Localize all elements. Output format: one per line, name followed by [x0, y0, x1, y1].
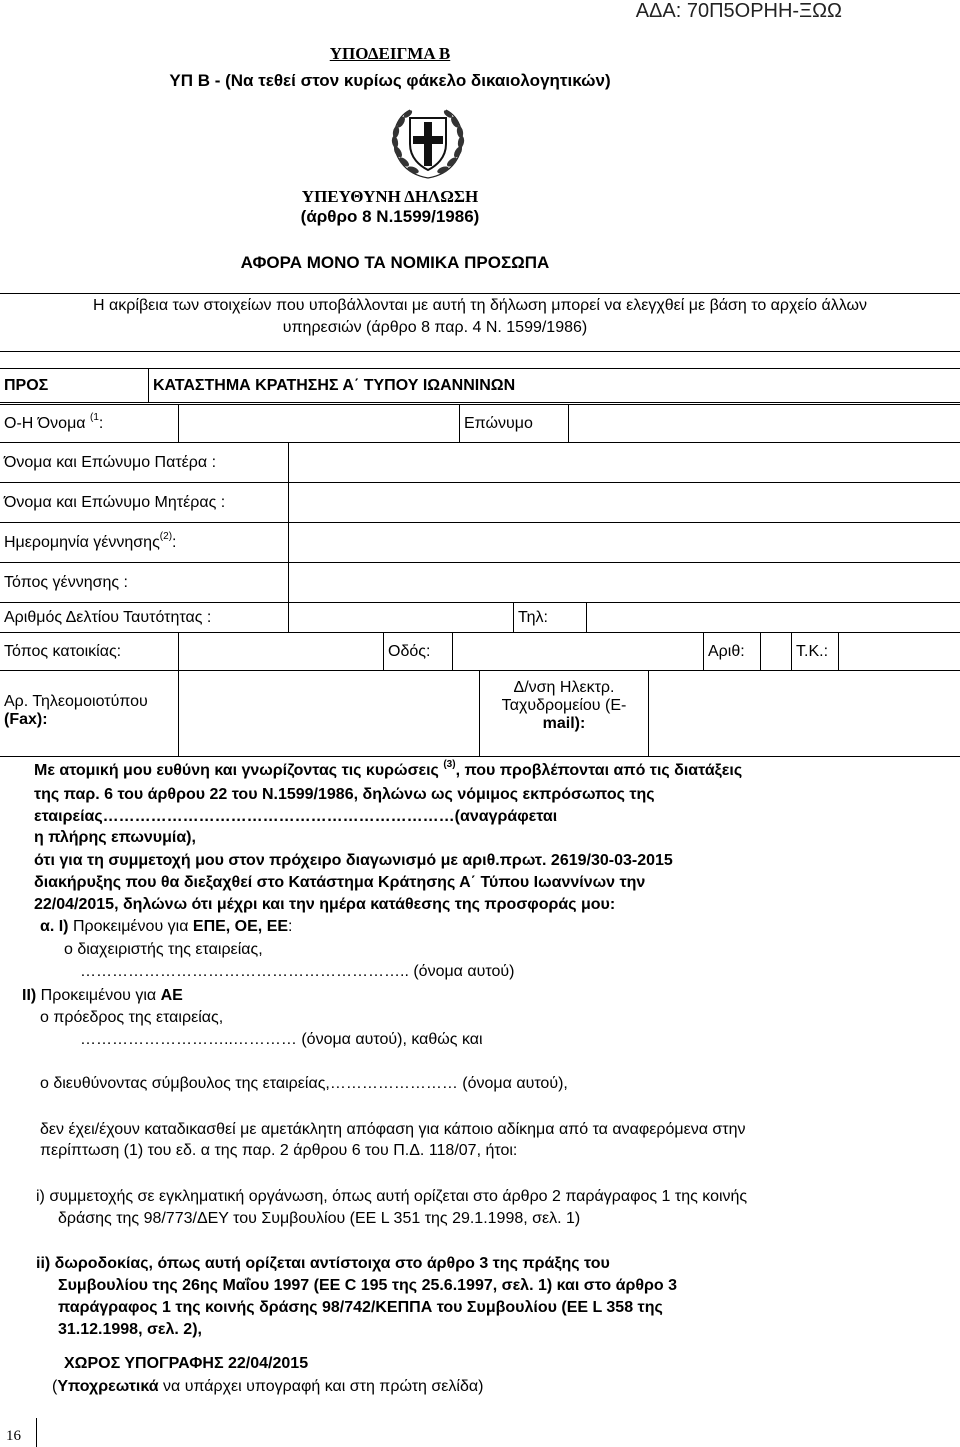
conviction-line-2: περίπτωση (1) του εδ. α της παρ. 2 άρθρου 6 του Π.Δ. 118/07, ήτοι: — [40, 1142, 518, 1159]
to-label: ΠΡΟΣ — [0, 369, 149, 403]
fax-field[interactable] — [179, 671, 480, 757]
mother-label: Όνομα και Επώνυμο Μητέρας : — [0, 483, 289, 523]
street-field[interactable] — [453, 633, 704, 671]
greek-emblem-icon — [386, 104, 470, 182]
signature-area-label: ΧΩΡΟΣ ΥΠΟΓΡΑΦΗΣ 22/04/2015 — [64, 1355, 309, 1372]
father-label: Όνομα και Επώνυμο Πατέρα : — [0, 443, 289, 483]
notice-line-2: υπηρεσιών (άρθρο 8 παρ. 4 Ν. 1599/1986) — [282, 319, 588, 336]
tel-label: Τηλ: — [514, 603, 587, 633]
email-label-2: Ταχυδρομείου (E- — [501, 697, 627, 714]
name-label: Ο-Η Όνομα — [4, 414, 86, 432]
manager-name-line: …………………………………………………….. (όνομα αυτού) — [80, 963, 515, 980]
declaration-line-6: διακήρυξης που θα διεξαχθεί στο Κατάστημα Κράτησης Α΄ Τύπου Ιωαννίνων την — [34, 874, 646, 891]
postcode-field[interactable] — [839, 633, 960, 671]
tel-field[interactable] — [587, 603, 960, 633]
item-i-line-1: i) συμμετοχής σε εγκληματική οργάνωση, όπως αυτή ορίζεται στο άρθρο 2 παράγραφος 1 της κοινής — [36, 1188, 748, 1205]
fax-email-table — [0, 670, 960, 757]
birthdate-label-cell: Ημερομηνία γέννησης$^{(2)}$: — [0, 523, 289, 563]
item-ii-line-1: ii) δωροδοκίας, όπως αυτή ορίζεται αντίστοιχα στο άρθρο 3 της πράξης του — [36, 1255, 610, 1272]
ada-code: ΑΔΑ: 70Π5ΟΡΗΗ-ΞΩΩ — [635, 0, 842, 22]
declarant-details-table — [0, 404, 960, 443]
residence-table — [0, 632, 960, 671]
postcode-label: Τ.Κ.: — [792, 633, 839, 671]
declaration-line-3: εταιρείας…………………………………………………………(αναγράφεται — [34, 808, 558, 825]
fax-label-1: Αρ. Τηλεομοιοτύπου — [4, 693, 148, 710]
email-label-1: Δ/νση Ηλεκτρ. — [513, 679, 615, 696]
accuracy-notice — [0, 293, 960, 352]
declaration-line-5: ότι για τη συμμετοχή μου στον πρόχειρο διαγωνισμό με αριθ.πρωτ. 2619/30-03-2015 — [34, 852, 673, 869]
number-label: Αριθ: — [704, 633, 761, 671]
birthdate-label: Ημερομηνία γέννησης — [4, 533, 160, 551]
case-b-heading: ΙΙ) Προκειμένου για ΑΕ — [22, 987, 183, 1004]
case-a-heading: α. Ι) Προκειμένου για ΕΠΕ, ΟΕ, ΕΕ: — [40, 918, 293, 935]
parents-table — [0, 442, 960, 603]
email-field[interactable] — [649, 671, 960, 757]
item-ii-line-2: Συμβουλίου της 26ης Μαΐου 1997 (ΕΕ C 195 της 25.6.1997, σελ. 1) και στο άρθρο 3 — [58, 1277, 678, 1294]
birthdate-note-mark: (2) — [159, 530, 173, 542]
mother-field[interactable] — [289, 483, 960, 523]
father-field[interactable] — [289, 443, 960, 483]
sample-subtitle: ΥΠ Β - (Να τεθεί στον κυρίως φάκελο δικαιολογητικών) — [169, 71, 611, 90]
id-label: Αριθμός Δελτίου Ταυτότητας : — [0, 603, 289, 633]
item-i-line-2: δράσης της 98/773/ΔΕΥ του Συμβουλίου (EE L 351 της 29.1.1998, σελ. 1) — [58, 1210, 581, 1227]
page-number-divider — [36, 1418, 37, 1447]
surname-label: Επώνυμο — [460, 405, 569, 443]
birthplace-label: Τόπος γέννησης : — [0, 563, 289, 603]
president-line: ο πρόεδρος της εταιρείας, — [40, 1009, 224, 1026]
name-label-cell: Ο-Η Όνομα $^{(1}$: — [0, 405, 179, 443]
sample-title: ΥΠΟΔΕΙΓΜΑ Β — [329, 44, 451, 63]
email-label-3: mail): — [542, 715, 586, 732]
legal-entities-only-heading: ΑΦΟΡΑ ΜΟΝΟ ΤΑ ΝΟΜΙΚΑ ΠΡΟΣΩΠΑ — [240, 253, 550, 272]
form-recipient-row — [0, 368, 960, 403]
manager-line: ο διαχειριστής της εταιρείας, — [64, 941, 263, 958]
declaration-article: (άρθρο 8 Ν.1599/1986) — [300, 207, 480, 226]
ceo-line: ο διευθύνοντας σύμβουλος της εταιρείας,…………………… (όνομα αυτού), — [40, 1075, 568, 1092]
declaration-line-1: Με ατομική μου ευθύνη και γνωρίζοντας τις κυρώσεις $^{(3)}$, που προβλέπονται από τις διατάξεις — [34, 759, 743, 779]
fax-label-cell — [0, 671, 179, 757]
declaration-line-7: 22/04/2015, δηλώνω ότι μέχρι και την ημέρα κατάθεσης της προσφοράς μου: — [34, 896, 616, 913]
birthplace-field[interactable] — [289, 563, 960, 603]
street-label: Οδός: — [384, 633, 453, 671]
id-field[interactable] — [289, 603, 514, 633]
item-ii-line-4: 31.12.1998, σελ. 2), — [58, 1321, 202, 1338]
declaration-line-4: η πλήρης επωνυμία), — [34, 829, 196, 846]
to-value: ΚΑΤΑΣΤΗΜΑ ΚΡΑΤΗΣΗΣ Α΄ ΤΥΠΟΥ ΙΩΑΝΝΙΝΩΝ — [149, 369, 960, 403]
signature-mandatory-note: (Υποχρεωτικά να υπάρχει υπογραφή και στη πρώτη σελίδα) — [52, 1378, 484, 1395]
residence-label: Τόπος κατοικίας: — [0, 633, 179, 671]
president-name-line: ………………………..………… (όνομα αυτού), καθώς και — [80, 1031, 483, 1048]
conviction-line-1: δεν έχει/έχουν καταδικασθεί με αμετάκλητη απόφαση για κάποιο αδίκημα από τα αναφερόμενα στην — [40, 1121, 746, 1138]
number-field[interactable] — [761, 633, 792, 671]
name-note-mark: (1 — [89, 411, 99, 423]
declaration-line-2: της παρ. 6 του άρθρου 22 του Ν.1599/1986, δηλώνω ως νόμιμος εκπρόσωπος της — [34, 786, 655, 803]
id-tel-table — [0, 602, 960, 633]
item-ii-line-3: παράγραφος 1 της κοινής δράσης 98/742/ΚΕΠΠΑ του Συμβουλίου (ΕΕ L 358 της — [58, 1299, 663, 1316]
residence-field[interactable] — [179, 633, 384, 671]
surname-field[interactable] — [569, 405, 960, 443]
declaration-title: ΥΠΕΥΘΥΝΗ ΔΗΛΩΣΗ — [301, 187, 479, 206]
fax-label-2: (Fax): — [4, 711, 48, 728]
notice-line-1: Η ακρίβεια των στοιχείων που υποβάλλονται με αυτή τη δήλωση μπορεί να ελεγχθεί με βάση το αρχείο άλλων — [93, 297, 867, 314]
name-field[interactable] — [179, 405, 460, 443]
email-label-cell — [480, 671, 649, 757]
birthdate-field[interactable] — [289, 523, 960, 563]
